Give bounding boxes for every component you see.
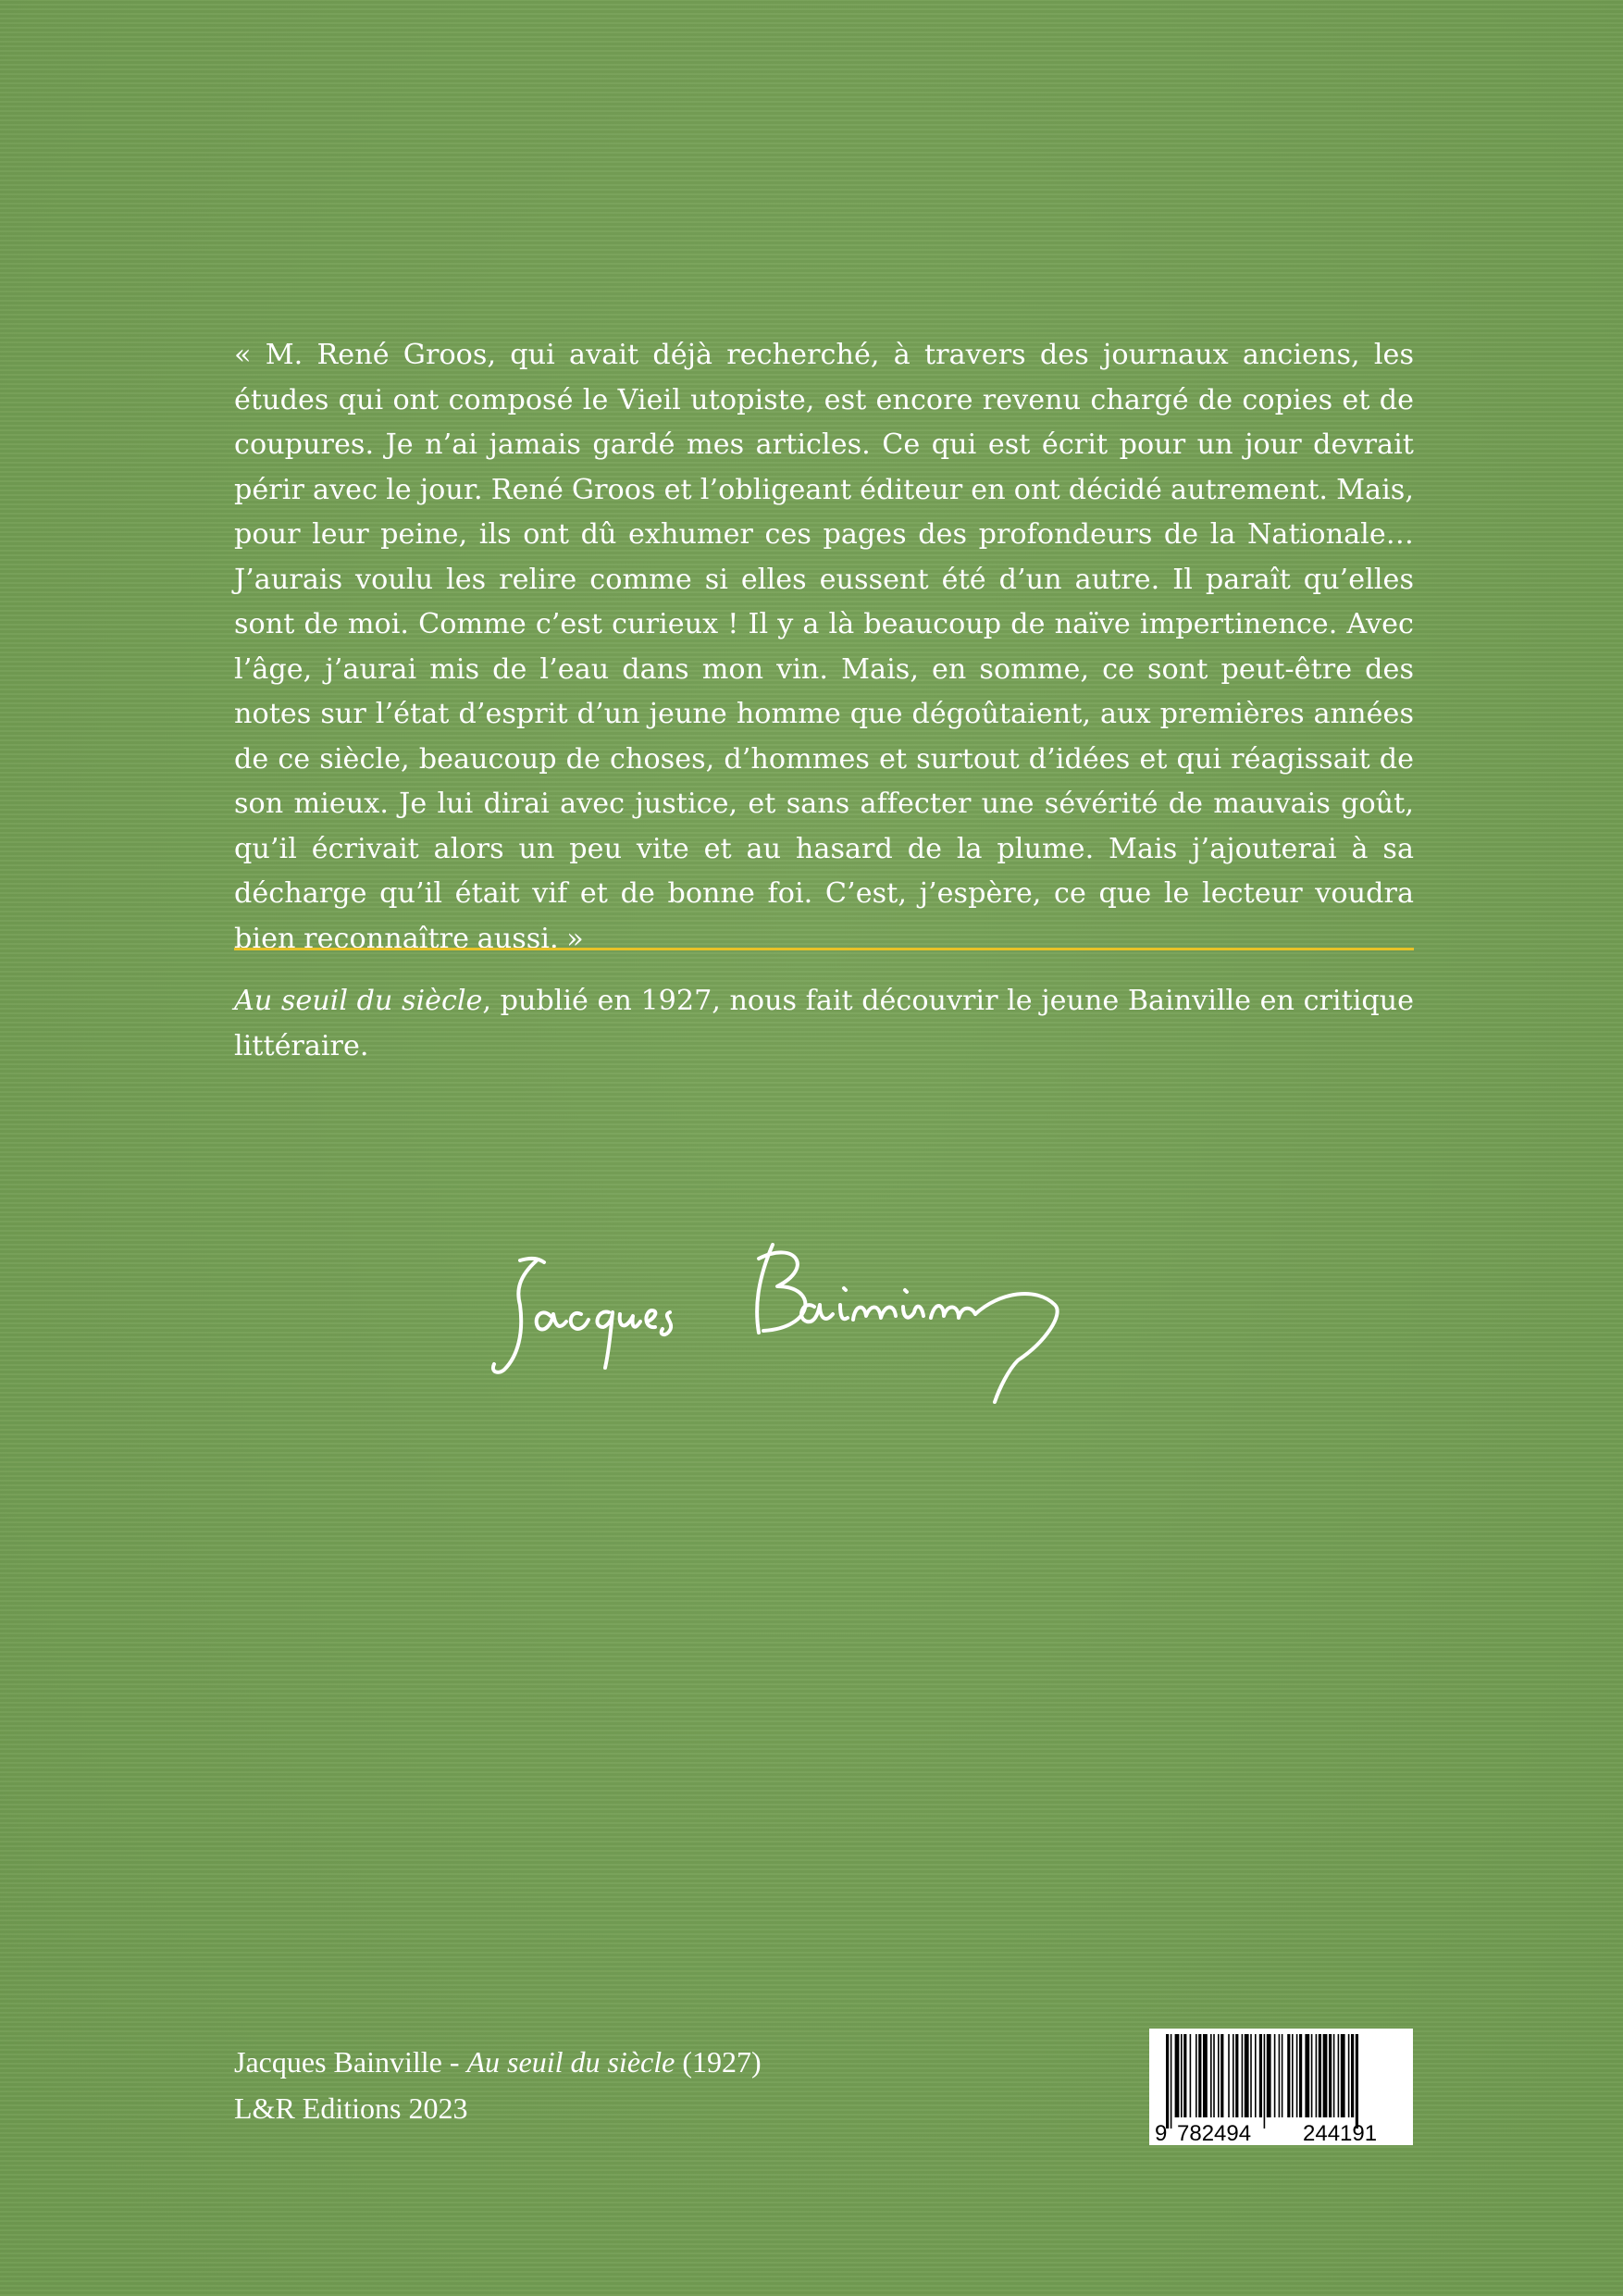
barcode-bar [1166,2034,1169,2128]
barcode-bar [1264,2034,1266,2128]
footer-title: Au seuil du siècle [466,2045,675,2079]
barcode-bar [1220,2034,1223,2117]
barcode-bar [1323,2034,1328,2117]
footer-author-line [234,2039,762,2085]
barcode-bar [1356,2034,1358,2128]
barcode-bar [1210,2034,1212,2117]
barcode-bar [1351,2034,1354,2117]
barcode-bar [1333,2034,1335,2117]
barcode-bar [1203,2034,1208,2117]
barcode-bars [1166,2034,1358,2128]
barcode-bar [1279,2034,1281,2117]
barcode-digit-lead: 9 [1155,2121,1168,2145]
barcode-bar [1259,2034,1262,2117]
barcode-bar [1274,2034,1276,2117]
barcode-bar [1233,2034,1234,2117]
barcode-bar [1235,2034,1238,2117]
description-rest: , publié en 1927, nous fait découvrir le jeune Bainville en critique littéraire. [234,985,1414,1062]
barcode-bar [1282,2034,1283,2117]
barcode-bar [1292,2034,1294,2117]
footer-publisher: L&R Editions 2023 [234,2091,468,2125]
barcode-bar [1250,2034,1252,2117]
barcode-bar [1305,2034,1309,2117]
barcode-bar [1316,2034,1318,2117]
barcode-bar [1311,2034,1313,2117]
barcode-bar [1181,2034,1183,2117]
book-description [234,979,1414,1069]
barcode-bar [1190,2034,1192,2117]
footer-author: Jacques Bainville - [234,2045,467,2079]
gold-divider-line [234,948,1414,950]
barcode-bar [1338,2034,1340,2117]
footer-credits [234,2039,762,2131]
isbn-barcode [1149,2029,1413,2145]
barcode-bar [1183,2034,1186,2117]
barcode-bar [1171,2034,1172,2128]
footer-year: (1927) [675,2045,762,2079]
barcode-bar [1329,2034,1332,2117]
barcode-bar [1196,2034,1197,2117]
barcode-bar [1213,2034,1215,2117]
barcode-bar [1242,2034,1244,2117]
barcode-bar [1348,2034,1350,2117]
book-title-italic: Au seuil du siècle [234,985,483,1017]
barcode-digits-left: 782494 [1177,2121,1252,2145]
barcode-digits-right: 244191 [1303,2121,1378,2145]
author-signature [481,1203,1083,1416]
barcode-bar [1255,2034,1257,2117]
barcode-bar [1319,2034,1321,2117]
barcode-bar [1218,2034,1220,2117]
barcode-bar [1198,2034,1201,2117]
barcode-bar [1175,2034,1180,2117]
barcode-bar [1228,2034,1230,2117]
barcode-bar [1296,2034,1298,2117]
barcode-bar [1287,2034,1290,2117]
back-cover-quote: « M. René Groos, qui avait déjà recherché, à travers des journaux anciens, les études qui ont composé le Vieil utopiste, est encore revenu chargé de copies et de coupures. Je n’ai jamais gardé mes articles. Ce qui est écrit pour un jour devrait périr avec le jour. René Groos et l’obligeant éditeur en ont décidé autrement. Mais, pour leur peine, ils ont dû exhumer ces pages des profondeurs de la Nationale… J’aurais voulu les relire comme si elles eussent été d’un autre. Il paraît qu’elles sont de moi. Comme c’est curieux ! Il y a là beaucoup de naïve impertinence. Avec l’âge, j’aurai mis de l’eau dans mon vin. Mais, en somme, ce sont peut-être des notes sur l’état d’esprit d’un jeune homme que dégoûtaient, aux premières années de ce siècle, beaucoup de choses, d’hommes et surtout d’idées et qui réagissait de son mieux. Je lui dirai avec justice, et sans affecter une sévérité de mauvais goût, qu’il écrivait alors un peu vite et au hasard de la plume. Mais j’ajouterai à sa décharge qu’il était vif et de bonne foi. C’est, j’espère, ce que le lecteur voudra bien reconnaître aussi. » [234,339,1414,955]
barcode-bar [1267,2034,1271,2117]
barcode-bar [1299,2034,1302,2117]
barcode-bar [1341,2034,1345,2117]
barcode-bar [1245,2034,1249,2117]
